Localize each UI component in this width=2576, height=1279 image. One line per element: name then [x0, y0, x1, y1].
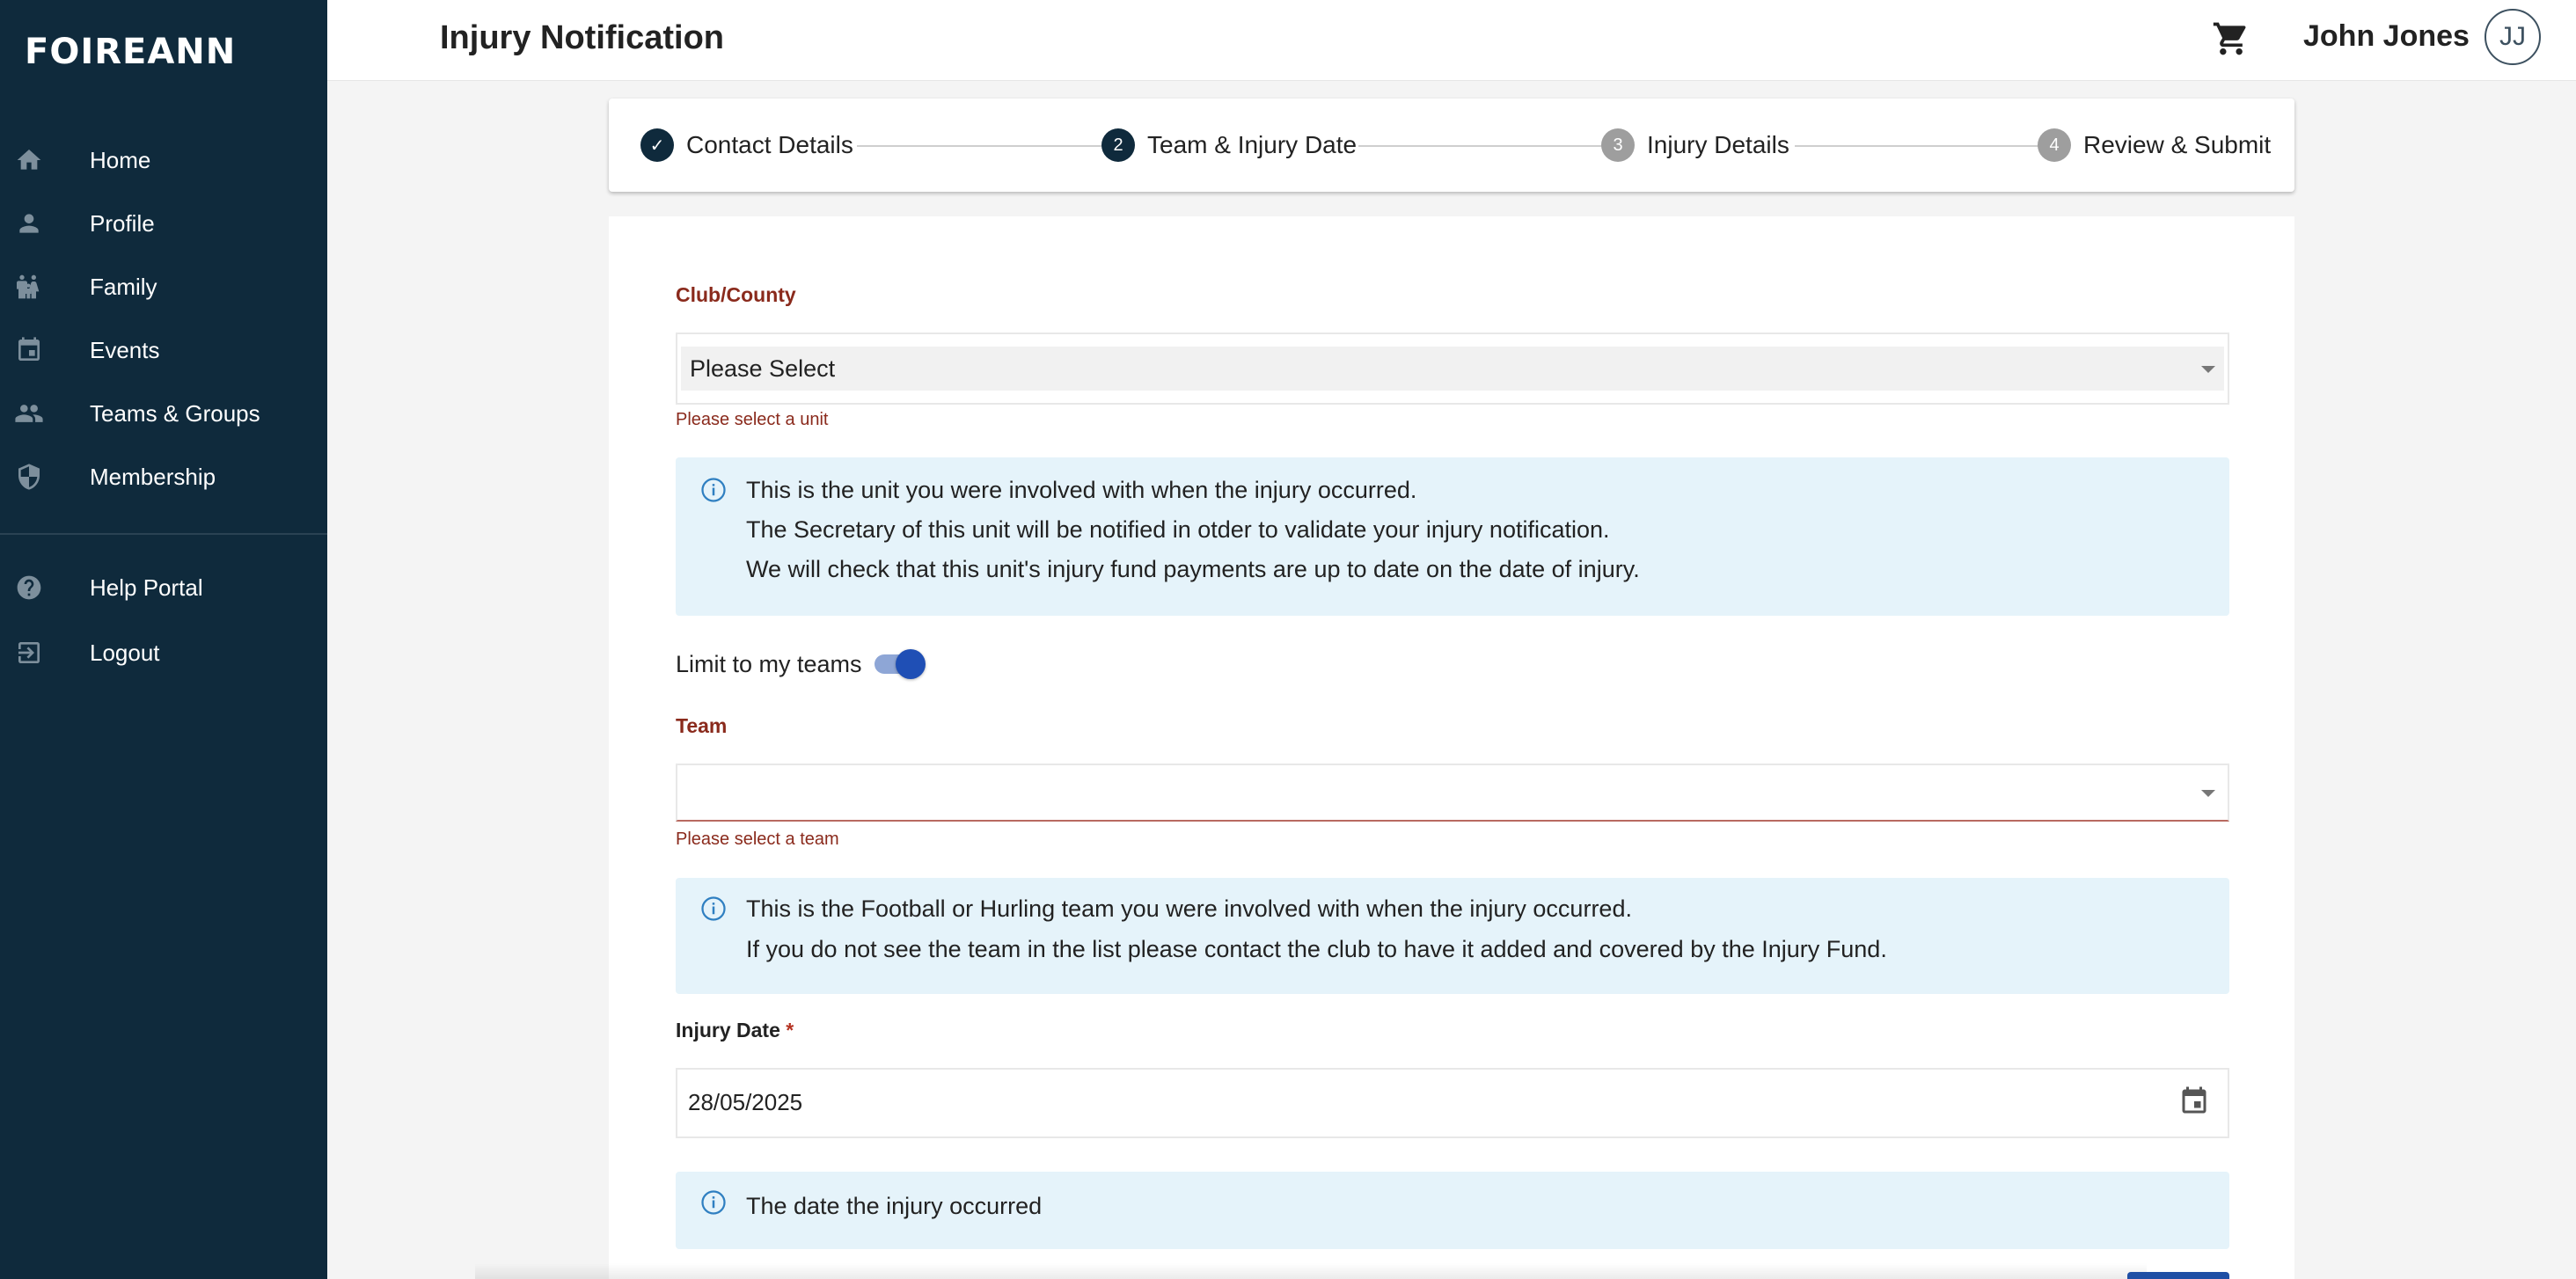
- injury-date-label-text: Injury Date: [676, 1019, 780, 1041]
- sidebar-item-label: Logout: [90, 639, 160, 666]
- team-info-box: [676, 878, 2229, 994]
- club-county-value: Please Select: [681, 347, 2224, 391]
- sidebar-item-label: Help Portal: [90, 574, 203, 601]
- injury-date-label: [676, 1019, 794, 1042]
- stepper: [609, 99, 2294, 192]
- sidebar-item-help-portal[interactable]: [0, 559, 327, 616]
- step-connector: [1795, 145, 2039, 147]
- sidebar-item-label: Home: [90, 146, 151, 173]
- step-injury-details[interactable]: [1601, 128, 1789, 163]
- cart-icon: [2212, 47, 2250, 62]
- team-select[interactable]: [676, 764, 2229, 822]
- chevron-down-icon: [2201, 366, 2215, 373]
- sidebar-item-events[interactable]: [0, 322, 327, 378]
- sidebar-item-label: Teams & Groups: [90, 399, 260, 427]
- club-county-label: Club/County: [676, 283, 796, 306]
- info-text: The Secretary of this unit will be notified in otder to validate your injury notification.: [746, 516, 1610, 543]
- sidebar-item-home[interactable]: [0, 132, 327, 188]
- info-text: This is the Football or Hurling team you were involved with when the injury occurred.: [746, 895, 1632, 922]
- step-label: Contact Details: [686, 131, 853, 158]
- injury-date-value: 28/05/2025: [688, 1089, 803, 1115]
- app-logo[interactable]: FOIREANN: [25, 32, 237, 72]
- sidebar-item-profile[interactable]: [0, 195, 327, 252]
- sidebar-item-label: Events: [90, 336, 160, 363]
- info-text: If you do not see the team in the list please contact the club to have it added and covered by the Injury Fund.: [746, 936, 1887, 962]
- top-bar: [327, 0, 2576, 81]
- sidebar-item-teams-groups[interactable]: [0, 385, 327, 442]
- step-label: Review & Submit: [2083, 131, 2272, 158]
- page-title: Injury Notification: [440, 19, 724, 56]
- injury-date-field[interactable]: [676, 1068, 2229, 1138]
- sidebar-item-label: Profile: [90, 209, 155, 237]
- step-number: 3: [1601, 128, 1635, 162]
- calendar-icon: [14, 335, 44, 365]
- family-icon: [14, 272, 44, 302]
- form-card: [609, 216, 2294, 1279]
- bottom-shadow: [475, 1263, 2147, 1279]
- team-label: Team: [676, 714, 728, 737]
- required-mark: *: [786, 1019, 794, 1041]
- next-button[interactable]: [2127, 1272, 2229, 1279]
- check-icon: ✓: [640, 128, 674, 162]
- logout-icon: [14, 638, 44, 668]
- limit-teams-toggle[interactable]: [873, 647, 929, 679]
- user-name: John Jones: [2303, 19, 2470, 53]
- injury-date-info-box: [676, 1172, 2229, 1249]
- chevron-down-icon: [2201, 790, 2215, 797]
- club-county-error: Please select a unit: [676, 410, 829, 429]
- info-icon: [700, 895, 727, 922]
- info-icon: [700, 1189, 727, 1216]
- person-icon: [14, 208, 44, 238]
- info-text: We will check that this unit's injury fund payments are up to date on the date of injury.: [746, 556, 1640, 582]
- calendar-icon[interactable]: [2178, 1085, 2210, 1117]
- sidebar-item-label: Membership: [90, 463, 216, 490]
- sidebar-item-logout[interactable]: [0, 625, 327, 681]
- step-connector: [1358, 145, 1608, 147]
- info-icon: [700, 477, 727, 503]
- step-number: 2: [1101, 128, 1135, 162]
- avatar[interactable]: JJ: [2485, 9, 2541, 65]
- home-icon: [14, 145, 44, 175]
- step-label: Injury Details: [1647, 131, 1789, 158]
- shield-icon: [14, 462, 44, 492]
- info-text: This is the unit you were involved with when the injury occurred.: [746, 477, 1417, 503]
- club-county-select[interactable]: [676, 333, 2229, 405]
- sidebar-divider: [0, 533, 327, 535]
- step-label: Team & Injury Date: [1147, 131, 1358, 158]
- sidebar-item-label: Family: [90, 273, 157, 300]
- cart-button[interactable]: [2212, 19, 2250, 58]
- club-info-box: [676, 457, 2229, 616]
- group-icon: [14, 398, 44, 428]
- step-number: 4: [2038, 128, 2071, 162]
- info-text: The date the injury occurred: [746, 1193, 1043, 1219]
- step-team-injury-date[interactable]: [1101, 128, 1357, 163]
- limit-teams-label: Limit to my teams: [676, 651, 862, 677]
- sidebar: [0, 0, 327, 1279]
- sidebar-item-membership[interactable]: [0, 449, 327, 505]
- step-contact-details[interactable]: [640, 128, 853, 163]
- toggle-thumb: [896, 649, 926, 679]
- team-error: Please select a team: [676, 830, 839, 849]
- help-icon: [14, 573, 44, 603]
- step-review-submit[interactable]: [2038, 128, 2271, 163]
- sidebar-item-family[interactable]: [0, 259, 327, 315]
- step-connector: [857, 145, 1109, 147]
